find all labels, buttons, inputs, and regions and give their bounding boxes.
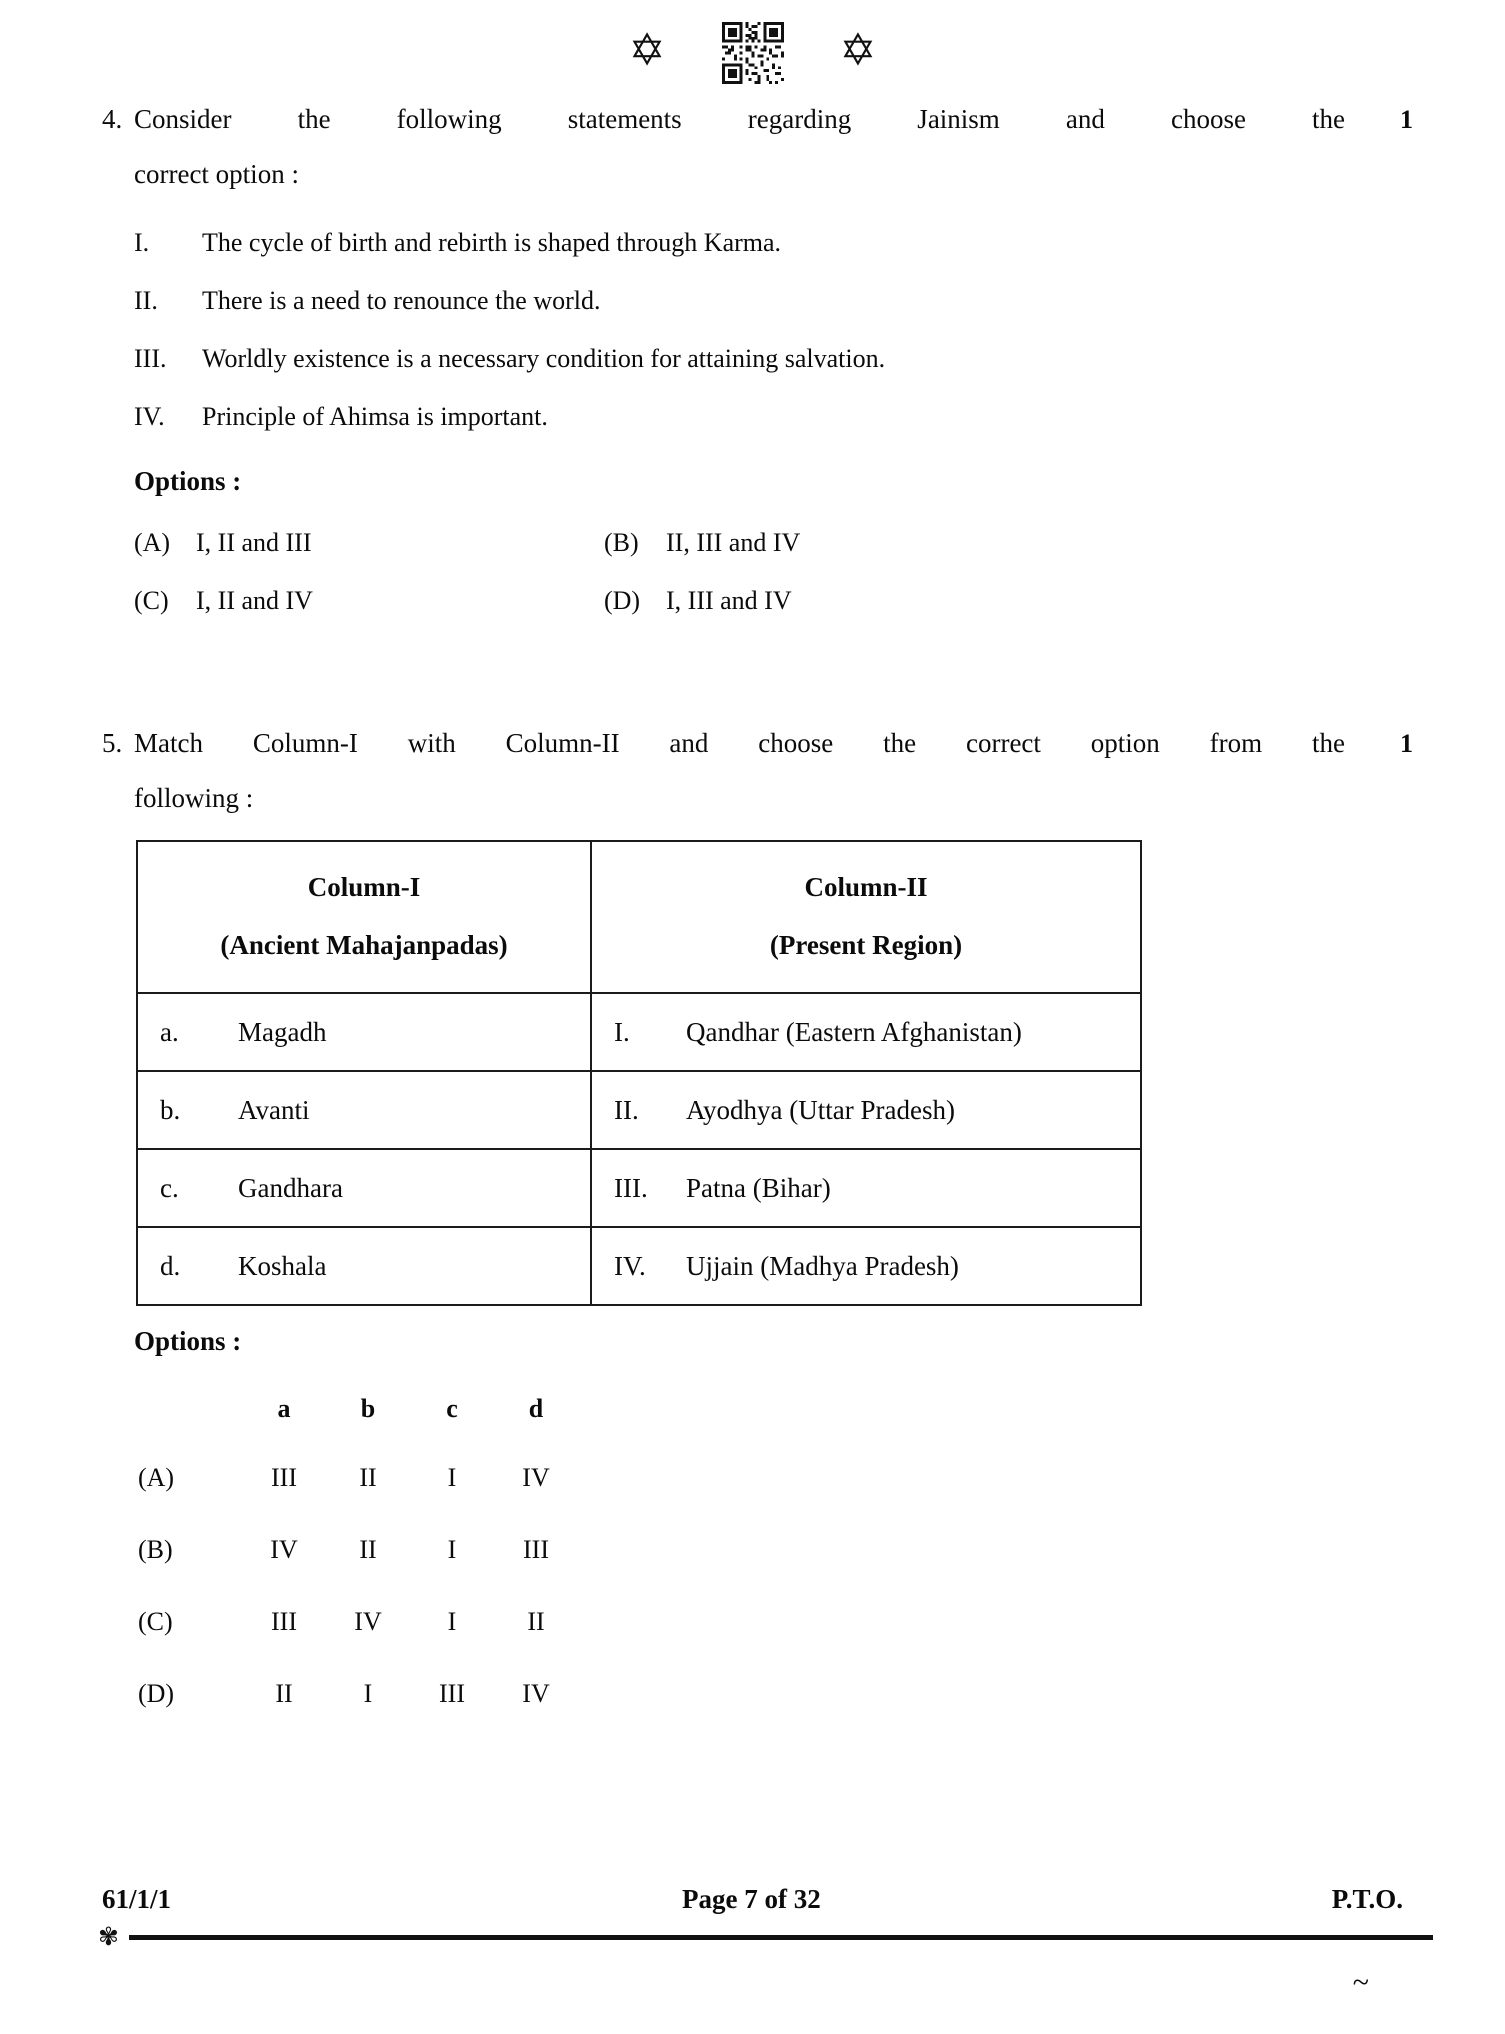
statement-item bbox=[134, 388, 1345, 446]
answer-option-d-value-a: II bbox=[275, 1679, 293, 1708]
answer-matrix-header-c: c bbox=[446, 1394, 458, 1423]
answer-matrix-header-a: a bbox=[277, 1394, 291, 1423]
question-5-marks: 1 bbox=[1400, 729, 1413, 758]
pto-label: P.T.O. bbox=[1331, 1884, 1403, 1914]
column-1-cell bbox=[137, 993, 591, 1071]
column-2-header-line-1: Column-II bbox=[804, 872, 928, 902]
answer-option-b[interactable] bbox=[134, 1514, 578, 1586]
statement-marker: I. bbox=[134, 228, 150, 257]
question-5-number: 5. bbox=[102, 728, 123, 758]
answer-option-a[interactable] bbox=[134, 1442, 578, 1514]
question-4-options-label: Options : bbox=[134, 466, 242, 496]
table-row bbox=[137, 1227, 1141, 1305]
column-1-header-line-1: Column-I bbox=[307, 872, 421, 902]
statement-item bbox=[134, 214, 1345, 272]
answer-matrix-header-b: b bbox=[360, 1394, 376, 1423]
question-4-statement-list bbox=[134, 214, 1345, 446]
answer-option-d[interactable] bbox=[134, 1658, 578, 1730]
flower-icon: ✾ bbox=[98, 1924, 119, 1951]
question-4-marks: 1 bbox=[1400, 105, 1413, 134]
option-a[interactable] bbox=[134, 514, 604, 572]
option-b-key: (B) bbox=[604, 528, 639, 557]
answer-option-a-key: (A) bbox=[138, 1463, 175, 1492]
option-b-label: II, III and IV bbox=[666, 528, 801, 557]
column-1-cell bbox=[137, 1149, 591, 1227]
question-4-stem-line-1: Consider the following statements regarding Jainism and choose the bbox=[134, 104, 1345, 134]
column-1-header-line-2: (Ancient Mahajanpadas) bbox=[220, 930, 508, 960]
star-of-david-icon-right: ✡ bbox=[839, 26, 877, 75]
statement-text: There is a need to renounce the world. bbox=[202, 286, 601, 315]
answer-matrix-header-d: d bbox=[528, 1394, 544, 1423]
column-2-header bbox=[591, 841, 1141, 993]
column-2-cell-key: III. bbox=[614, 1172, 648, 1203]
column-1-cell-key: d. bbox=[160, 1250, 181, 1281]
qr-code-icon bbox=[722, 22, 784, 84]
answer-option-c-value-a: III bbox=[271, 1607, 297, 1636]
column-1-cell bbox=[137, 1071, 591, 1149]
question-spacer bbox=[58, 630, 1447, 716]
option-c[interactable] bbox=[134, 572, 604, 630]
answer-option-a-value-a: III bbox=[271, 1463, 297, 1492]
option-row bbox=[134, 514, 1345, 572]
answer-option-d-value-c: III bbox=[439, 1679, 465, 1708]
question-4-stem-line-2: correct option : bbox=[134, 159, 299, 189]
column-2-cell-key: I. bbox=[614, 1016, 630, 1047]
question-4-options bbox=[134, 514, 1345, 630]
statement-text: The cycle of birth and rebirth is shaped through Karma. bbox=[202, 228, 782, 257]
column-1-cell-text: Magadh bbox=[238, 1016, 327, 1047]
table-row bbox=[137, 1149, 1141, 1227]
table-row bbox=[137, 1071, 1141, 1149]
answer-option-b-value-a: IV bbox=[270, 1535, 298, 1564]
statement-marker: II. bbox=[134, 286, 158, 315]
column-2-cell-text: Ayodhya (Uttar Pradesh) bbox=[686, 1094, 955, 1125]
answer-option-c-value-d: II bbox=[527, 1607, 545, 1636]
statement-marker: III. bbox=[134, 344, 167, 373]
column-1-cell-text: Gandhara bbox=[238, 1172, 343, 1203]
table-header-row bbox=[137, 841, 1141, 993]
column-1-cell-key: b. bbox=[160, 1094, 181, 1125]
footer-divider bbox=[129, 1935, 1433, 1940]
column-1-cell-key: c. bbox=[160, 1172, 179, 1203]
column-1-cell bbox=[137, 1227, 591, 1305]
question-5 bbox=[58, 716, 1447, 1730]
star-of-david-icon-left: ✡ bbox=[628, 26, 666, 75]
option-d-key: (D) bbox=[604, 586, 641, 615]
answer-option-c-value-b: IV bbox=[354, 1607, 382, 1636]
page-footer bbox=[58, 1884, 1447, 1998]
column-2-cell bbox=[591, 1227, 1141, 1305]
option-d-label: I, III and IV bbox=[666, 586, 792, 615]
statement-marker: IV. bbox=[134, 402, 165, 431]
page-header bbox=[58, 0, 1447, 92]
answer-option-a-value-d: IV bbox=[522, 1463, 550, 1492]
column-1-cell-text: Avanti bbox=[238, 1094, 310, 1125]
column-2-cell-key: IV. bbox=[614, 1250, 646, 1281]
table-row bbox=[137, 993, 1141, 1071]
column-2-cell bbox=[591, 1149, 1141, 1227]
column-1-cell-text: Koshala bbox=[238, 1250, 327, 1281]
option-d[interactable] bbox=[604, 572, 1345, 630]
answer-option-c[interactable] bbox=[134, 1586, 578, 1658]
column-1-cell-key: a. bbox=[160, 1016, 179, 1047]
answer-option-c-key: (C) bbox=[138, 1607, 173, 1636]
footer-tilde-mark: ~ bbox=[1352, 1966, 1369, 1999]
statement-text: Worldly existence is a necessary condition for attaining salvation. bbox=[202, 344, 886, 373]
column-2-cell bbox=[591, 993, 1141, 1071]
column-2-cell-text: Ujjain (Madhya Pradesh) bbox=[686, 1250, 959, 1281]
question-4-number: 4. bbox=[102, 104, 123, 134]
question-4 bbox=[58, 92, 1447, 630]
match-columns-table bbox=[136, 840, 1142, 1306]
answer-option-b-value-b: II bbox=[359, 1535, 377, 1564]
column-1-header bbox=[137, 841, 591, 993]
option-b[interactable] bbox=[604, 514, 1345, 572]
answer-option-d-value-d: IV bbox=[522, 1679, 550, 1708]
question-5-stem-line-2: following : bbox=[134, 783, 254, 813]
column-2-cell-key: II. bbox=[614, 1094, 639, 1125]
answer-option-d-value-b: I bbox=[363, 1679, 373, 1708]
answer-option-d-key: (D) bbox=[138, 1679, 175, 1708]
answer-matrix-header-row bbox=[134, 1376, 578, 1442]
option-a-key: (A) bbox=[134, 528, 171, 557]
option-c-key: (C) bbox=[134, 586, 169, 615]
answer-option-b-value-c: I bbox=[447, 1535, 457, 1564]
option-c-label: I, II and IV bbox=[196, 586, 313, 615]
answer-option-b-value-d: III bbox=[523, 1535, 549, 1564]
answer-matrix bbox=[134, 1376, 578, 1730]
column-2-cell-text: Qandhar (Eastern Afghanistan) bbox=[686, 1016, 1022, 1047]
option-row bbox=[134, 572, 1345, 630]
answer-option-c-value-c: I bbox=[447, 1607, 457, 1636]
option-a-label: I, II and III bbox=[196, 528, 312, 557]
answer-matrix-corner bbox=[134, 1376, 242, 1442]
question-5-stem-line-1: Match Column-I with Column-II and choose the correct option from the bbox=[134, 728, 1345, 758]
paper-code: 61/1/1 bbox=[102, 1884, 172, 1914]
statement-item bbox=[134, 330, 1345, 388]
column-2-cell-text: Patna (Bihar) bbox=[686, 1172, 831, 1203]
answer-option-a-value-b: II bbox=[359, 1463, 377, 1492]
statement-item bbox=[134, 272, 1345, 330]
column-2-header-line-2: (Present Region) bbox=[769, 930, 963, 960]
answer-option-a-value-c: I bbox=[447, 1463, 457, 1492]
answer-option-b-key: (B) bbox=[138, 1535, 173, 1564]
statement-text: Principle of Ahimsa is important. bbox=[202, 402, 548, 431]
column-2-cell bbox=[591, 1071, 1141, 1149]
page-number-label: Page 7 of 32 bbox=[682, 1884, 821, 1914]
question-5-options-label: Options : bbox=[134, 1326, 242, 1356]
